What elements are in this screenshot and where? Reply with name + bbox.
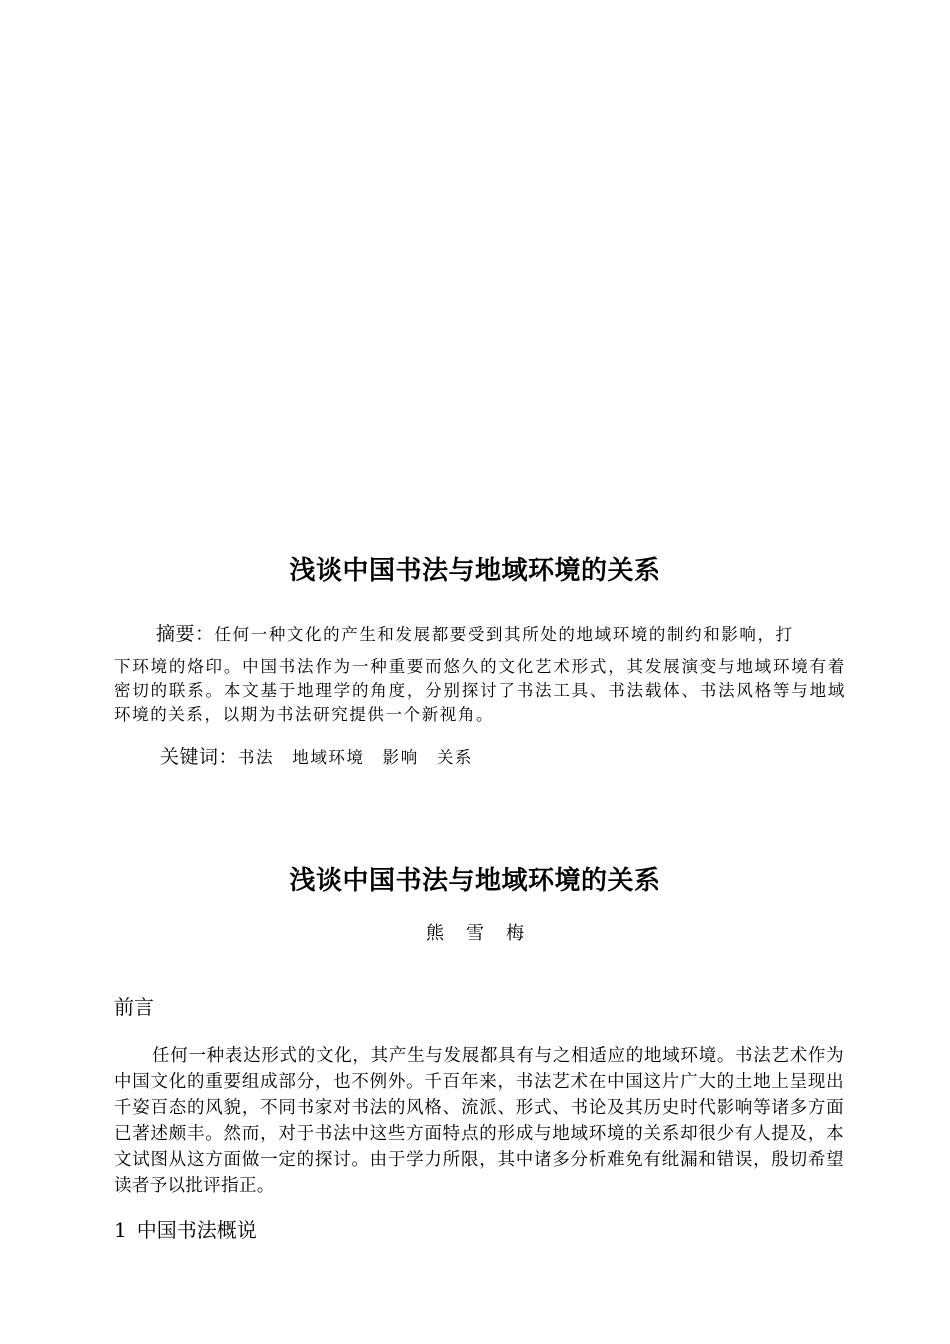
abstract-first-line: [114, 622, 846, 647]
section-title: 中国书法概说: [136, 1218, 257, 1242]
keyword-item: 影响: [382, 748, 419, 767]
keywords-label: 关键词：: [160, 746, 239, 768]
abstract-text-rest: 下环境的烙印。中国书法作为一种重要而悠久的文化艺术形式，其发展演变与地域环境有着密切的联系。本文基于地理学的角度，分别探讨了书法工具、书法载体、书法风格等与地域环境的关系，以期为书法研究提供一个新视角。: [114, 657, 846, 724]
preface-paragraph: 任何一种表达形式的文化，其产生与发展都具有与之相适应的地域环境。书法艺术作为中国文化的重要组成部分，也不例外。千百年来，书法艺术在中国这片广大的土地上呈现出千姿百态的风貌，不同书家对书法的风格、流派、形式、书论及其历史时代影响等诸多方面已著述颇丰。然而，对于书法中这些方面特点的形成与地域环境的关系却很少有人提及，本文试图从这方面做一定的探讨。由于学力所限，其中诸多分析难免有纰漏和错误，殷切希望读者予以批评指正。: [114, 1046, 844, 1196]
preface-heading: 前言: [114, 995, 154, 1019]
author-name: 熊雪梅: [426, 923, 546, 944]
article-title: 浅谈中国书法与地域环境的关系: [289, 866, 661, 896]
section-number: 1: [114, 1218, 127, 1242]
document-title: 浅谈中国书法与地域环境的关系: [289, 556, 661, 586]
abstract: [114, 622, 846, 727]
keyword-item: 关系: [436, 748, 474, 767]
abstract-text-first: 任何一种文化的产生和发展都要受到其所处的地域环境的制约和影响，打: [214, 625, 794, 644]
abstract-label: 摘要：: [156, 623, 215, 645]
keywords: [160, 744, 491, 771]
keyword-item: 地域环境: [292, 748, 365, 767]
keyword-item: 书法: [238, 748, 275, 767]
section-1-heading: [114, 1216, 257, 1244]
